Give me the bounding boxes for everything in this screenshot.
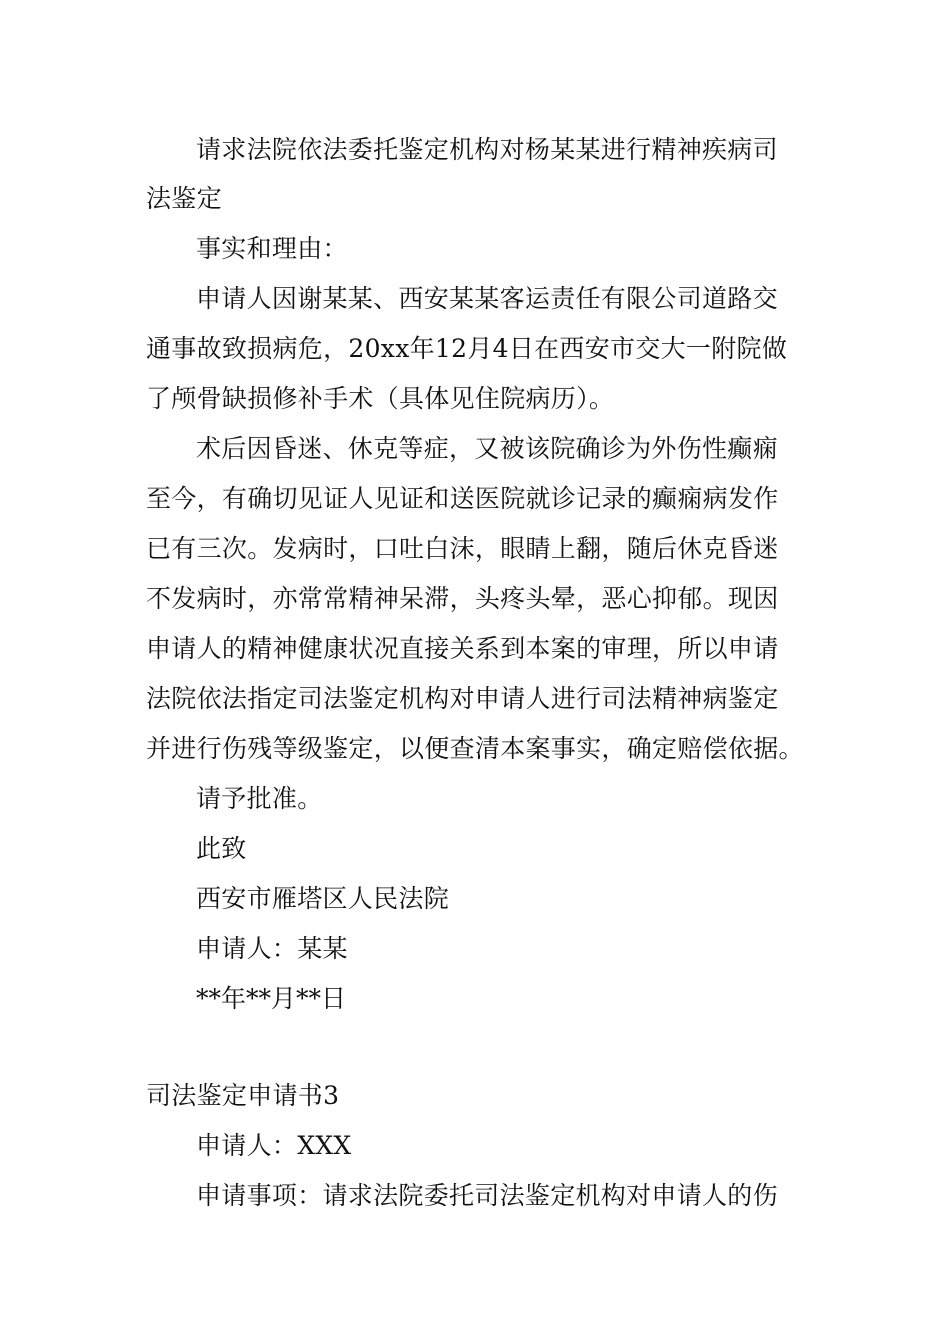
approval-request: 请予批准。	[196, 784, 323, 813]
paragraph-request-line-1: 请求法院依法委托鉴定机构对杨某某进行精神疾病司	[196, 135, 778, 164]
paragraph-request-line-2: 法鉴定	[146, 184, 222, 213]
paragraph-facts-line-2: 通事故致损病危，20xx年12月4日在西安市交大一附院做	[146, 334, 788, 363]
paragraph-symptoms-line-5: 申请人的精神健康状况直接关系到本案的审理，所以申请	[146, 634, 779, 663]
date-line: **年**月**日	[196, 984, 347, 1013]
court-name: 西安市雁塔区人民法院	[196, 884, 450, 913]
paragraph-symptoms-line-1: 术后因昏迷、休克等症，又被该院确诊为外伤性癫痫	[196, 434, 778, 463]
facts-heading: 事实和理由：	[196, 234, 348, 263]
salutation: 此致	[196, 834, 247, 863]
paragraph-symptoms-line-2: 至今，有确切见证人见证和送医院就诊记录的癫痫病发作	[146, 484, 779, 513]
applicant-line: 申请人：XXX	[196, 1131, 352, 1160]
paragraph-symptoms-line-4: 不发病时，亦常常精神呆滞，头疼头晕，恶心抑郁。现因	[146, 584, 779, 613]
paragraph-symptoms-line-3: 已有三次。发病时，口吐白沫，眼睛上翻，随后休克昏迷	[146, 534, 779, 563]
paragraph-symptoms-line-7: 并进行伤残等级鉴定，以便查清本案事实，确定赔偿依据。	[146, 734, 804, 763]
paragraph-facts-line-3: 了颅骨缺损修补手术（具体见住院病历）。	[146, 384, 615, 413]
section-title: 司法鉴定申请书3	[146, 1081, 340, 1110]
paragraph-symptoms-line-6: 法院依法指定司法鉴定机构对申请人进行司法精神病鉴定	[146, 684, 779, 713]
application-matter-line: 申请事项：请求法院委托司法鉴定机构对申请人的伤	[196, 1181, 778, 1210]
paragraph-facts-line-1: 申请人因谢某某、西安某某客运责任有限公司道路交	[196, 284, 778, 313]
applicant-signature: 申请人：某某	[196, 934, 348, 963]
